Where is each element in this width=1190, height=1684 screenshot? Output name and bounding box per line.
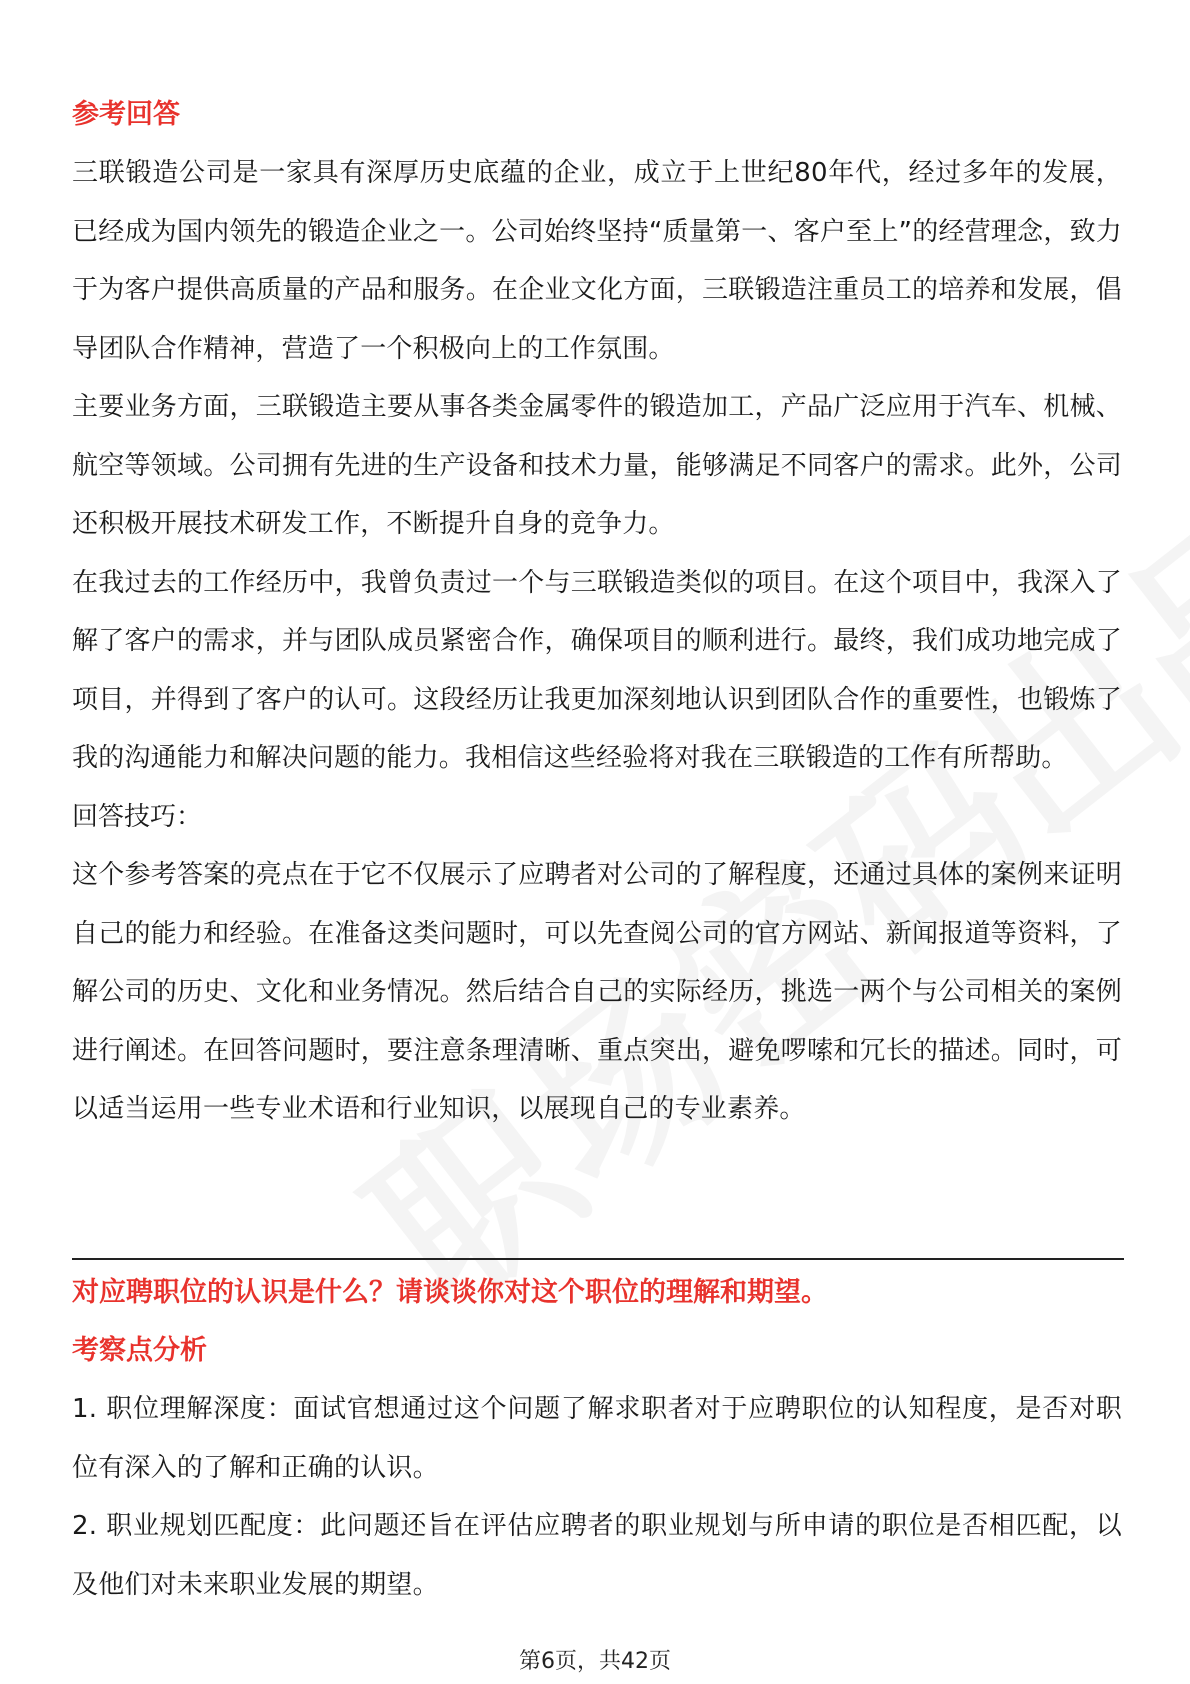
analysis-heading: 考察点分析: [72, 1335, 207, 1366]
answer-paragraph-1: 三联锻造公司是一家具有深厚历史底蕴的企业，成立于上世纪80年代，经过多年的发展，已经成为国内领先的锻造企业之一。公司始终坚持“质量第一、客户至上”的经营理念，致力于为客户提供高质量的产品和服务。在企业文化方面，三联锻造注重员工的培养和发展，倡导团队合作精神，营造了一个积极向上的工作氛围。: [72, 158, 1122, 364]
section-divider: [72, 1258, 1124, 1260]
answer-paragraph-2: 主要业务方面，三联锻造主要从事各类金属零件的锻造加工，产品广泛应用于汽车、机械、航空等领域。公司拥有先进的生产设备和技术力量，能够满足不同客户的需求。此外，公司还积极开展技术研发工作，不断提升自身的竞争力。: [72, 392, 1122, 539]
analysis-point-2: 2. 职业规划匹配度：此问题还旨在评估应聘者的职业规划与所申请的职位是否相匹配，以及他们对未来职业发展的期望。: [72, 1511, 1122, 1600]
answer-paragraph-3: 在我过去的工作经历中，我曾负责过一个与三联锻造类似的项目。在这个项目中，我深入了解了客户的需求，并与团队成员紧密合作，确保项目的顺利进行。最终，我们成功地完成了项目，并得到了客户的认可。这段经历让我更加深刻地认识到团队合作的重要性，也锻炼了我的沟通能力和解决问题的能力。我相信这些经验将对我在三联锻造的工作有所帮助。: [72, 567, 1122, 773]
question-section: [72, 1264, 1122, 1614]
analysis-point-1: 1. 职位理解深度：面试官想通过这个问题了解求职者对于应聘职位的认知程度，是否对职位有深入的了解和正确的认识。: [72, 1394, 1122, 1483]
tips-paragraph: 这个参考答案的亮点在于它不仅展示了应聘者对公司的了解程度，还通过具体的案例来证明自己的能力和经验。在准备这类问题时，可以先查阅公司的官方网站、新闻报道等资料，了解公司的历史、文化和业务情况。然后结合自己的实际经历，挑选一两个与公司相关的案例进行阐述。在回答问题时，要注意条理清晰、重点突出，避免啰嗦和冗长的描述。同时，可以适当运用一些专业术语和行业知识，以展现自己的专业素养。: [72, 860, 1122, 1124]
tips-label: 回答技巧：: [72, 801, 203, 832]
page-number: 第6页，共42页: [519, 1649, 671, 1674]
reference-answer-heading: 参考回答: [72, 99, 180, 130]
question-heading: 对应聘职位的认识是什么？请谈谈你对这个职位的理解和期望。: [72, 1277, 828, 1308]
answer-section: [72, 86, 1122, 1139]
